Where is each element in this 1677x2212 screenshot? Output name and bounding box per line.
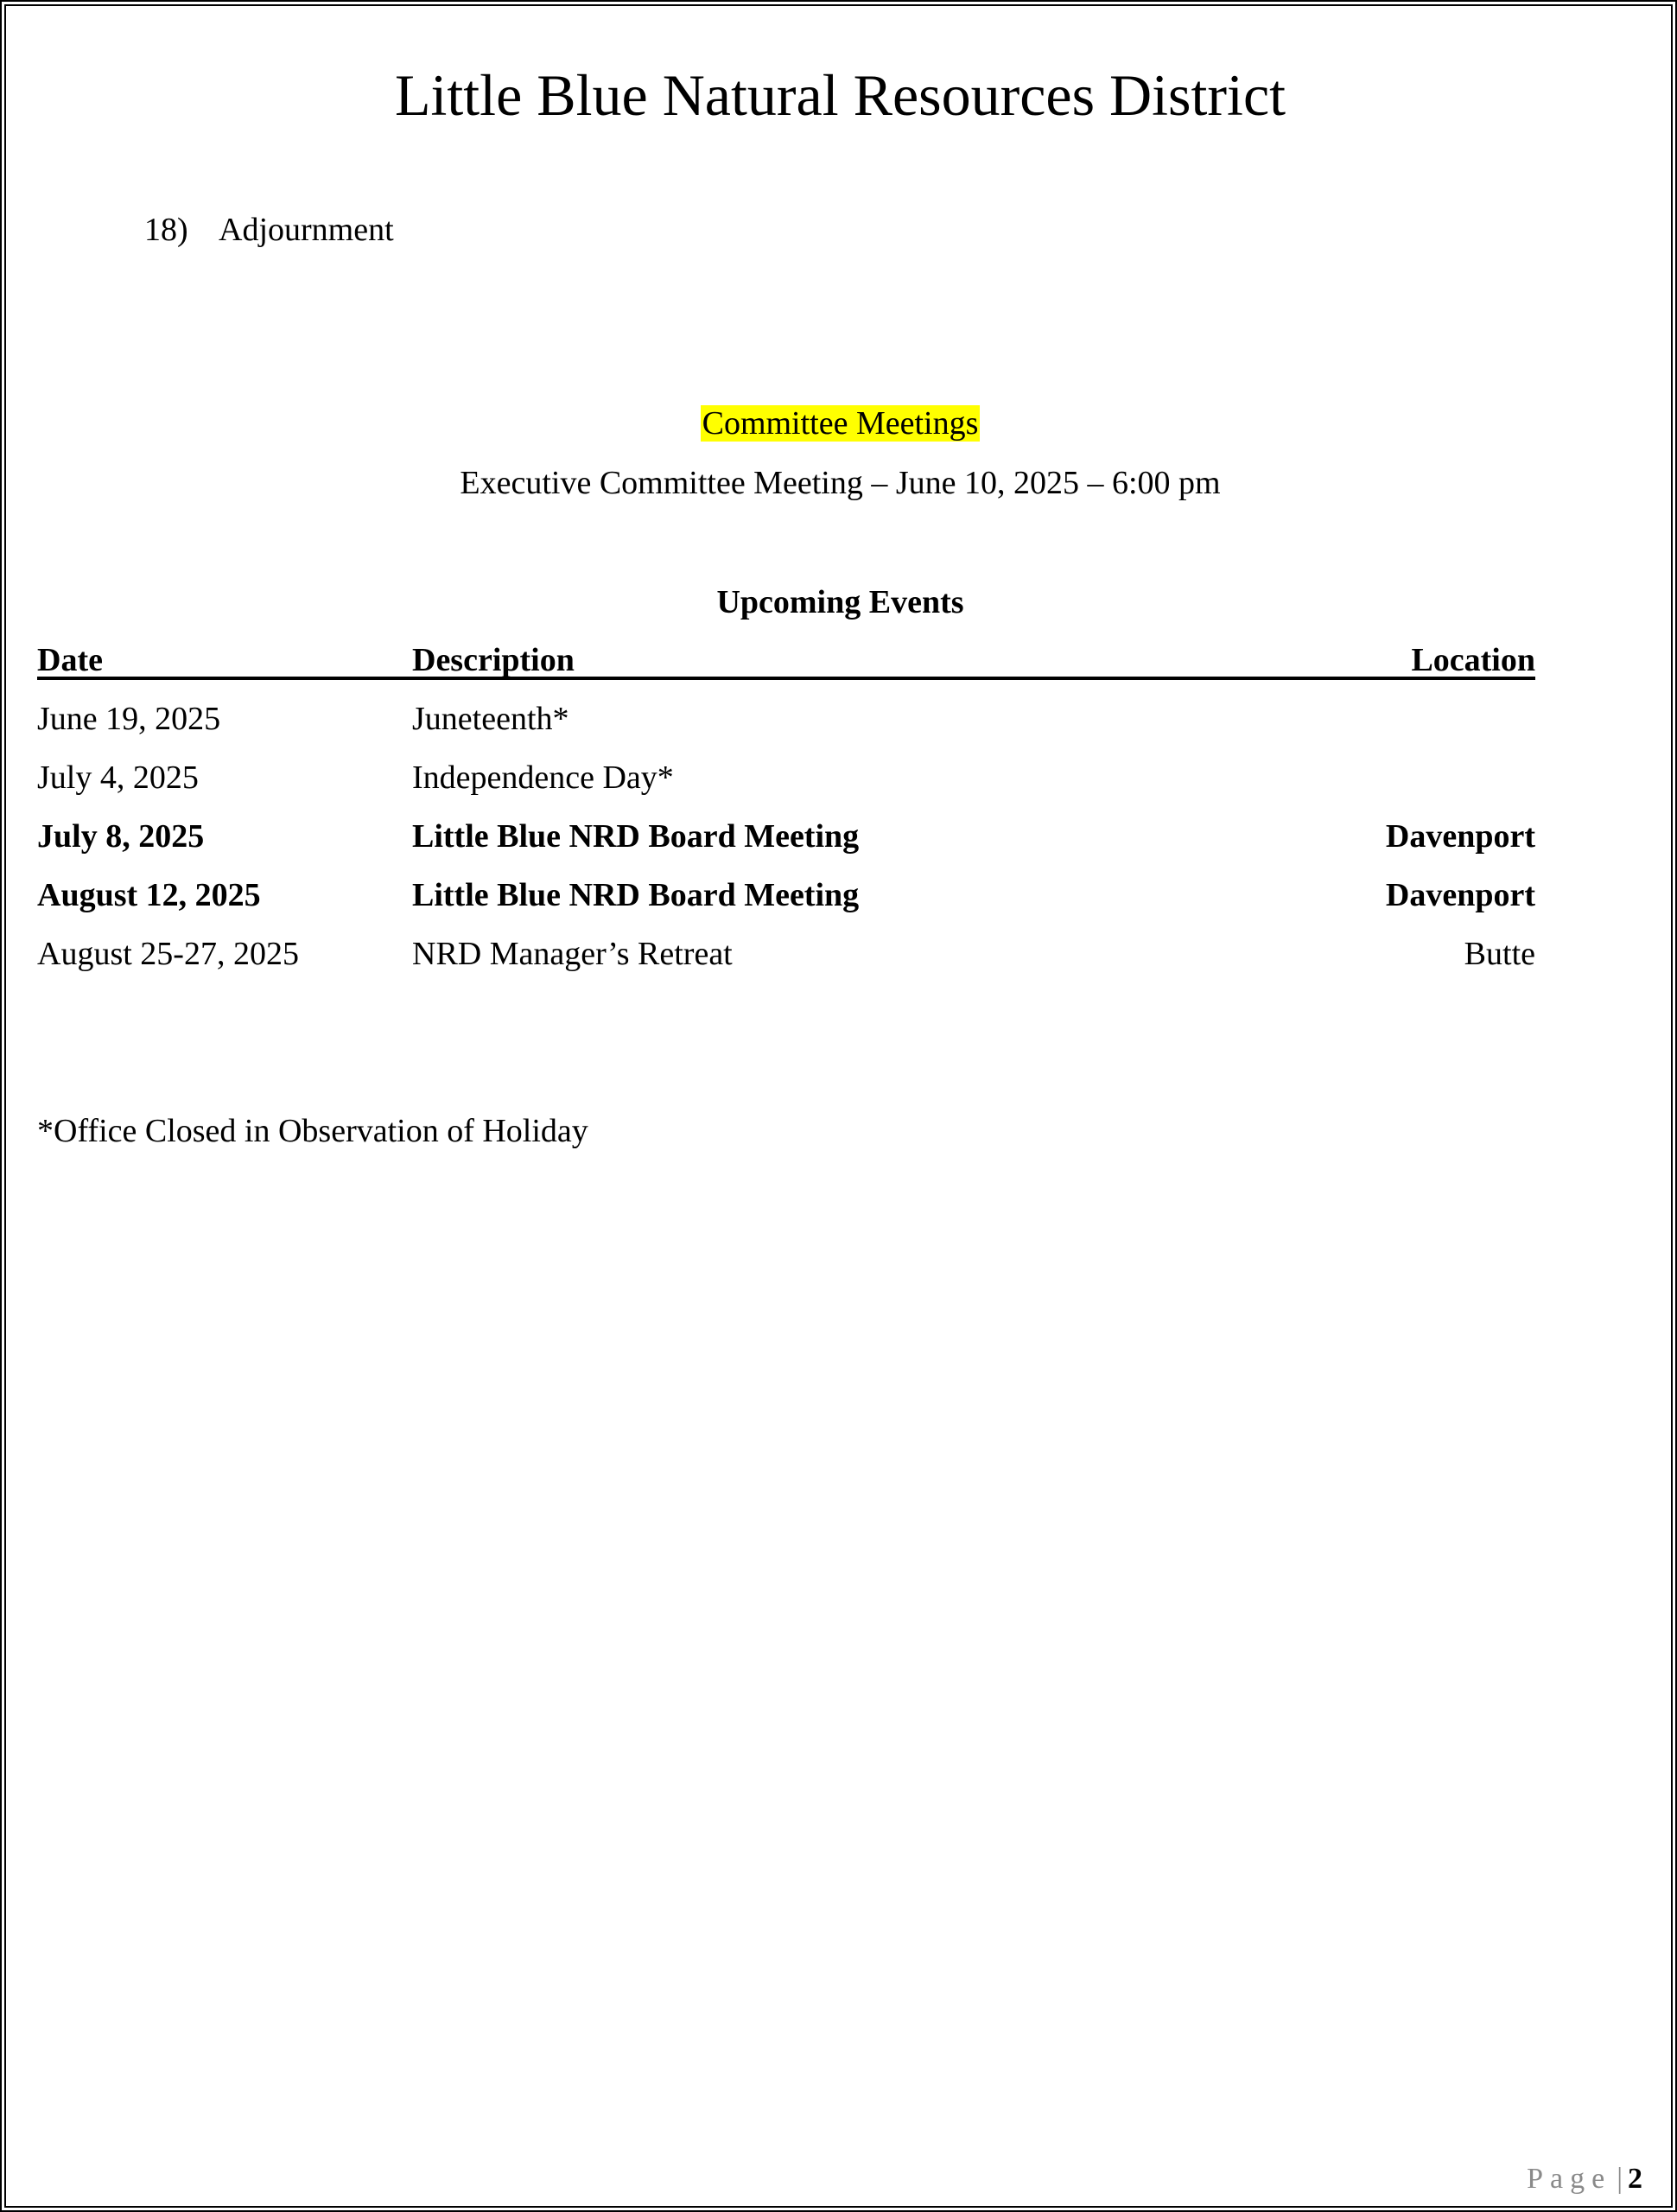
event-description: NRD Manager’s Retreat (412, 936, 733, 972)
table-row (37, 874, 1535, 932)
event-description: Little Blue NRD Board Meeting (412, 818, 860, 855)
table-row (37, 756, 1535, 815)
holiday-footnote: *Office Closed in Observation of Holiday (37, 1113, 588, 1149)
event-date: August 25-27, 2025 (37, 936, 299, 972)
table-body (37, 697, 1535, 991)
page-number: 2 (1628, 2163, 1642, 2195)
document-title: Little Blue Natural Resources District (394, 62, 1286, 128)
footer-separator: | (1617, 2163, 1623, 2195)
agenda-item-adjournment (144, 209, 394, 251)
event-date: July 8, 2025 (37, 818, 205, 855)
event-description: Independence Day* (412, 760, 674, 796)
page-footer (1527, 2162, 1642, 2196)
page-label: Page (1527, 2163, 1612, 2195)
event-description: Little Blue NRD Board Meeting (412, 877, 860, 913)
event-date: July 4, 2025 (37, 760, 199, 796)
event-date: August 12, 2025 (37, 877, 261, 913)
highlighted-heading-text: Committee Meetings (702, 405, 979, 442)
executive-committee-meeting: Executive Committee Meeting – June 10, 2025 – 6:00 pm (460, 465, 1221, 501)
table-row (37, 815, 1535, 874)
column-header-date: Date (37, 642, 103, 678)
table-header (37, 639, 1535, 680)
event-location: Butte (1464, 936, 1535, 972)
column-header-description: Description (412, 642, 575, 678)
agenda-item-number: 18) (144, 212, 188, 248)
upcoming-events-table (37, 639, 1535, 991)
committee-meetings-heading (2, 402, 1677, 445)
table-row (37, 932, 1535, 991)
event-date: June 19, 2025 (37, 701, 221, 737)
event-description: Juneteenth* (412, 701, 569, 737)
table-row (37, 697, 1535, 756)
event-location: Davenport (1385, 818, 1535, 855)
agenda-item-label: Adjournment (219, 212, 394, 248)
event-location: Davenport (1385, 877, 1535, 913)
column-header-location: Location (1411, 642, 1535, 678)
upcoming-events-heading: Upcoming Events (716, 584, 964, 620)
